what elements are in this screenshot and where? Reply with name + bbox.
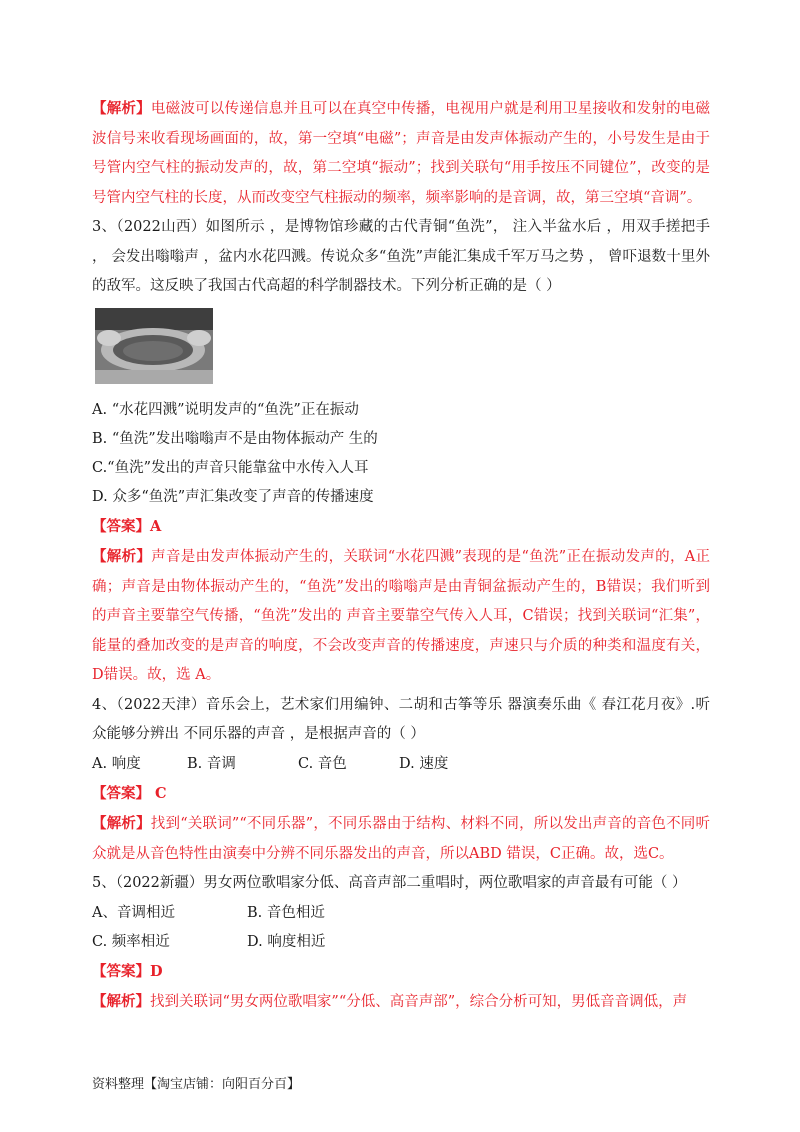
q4-option-d[interactable]: D. 速度 [399,755,449,772]
q5-analysis: 【解析】找到关联词“男女两位歌唱家”“分低、高音声部”，综合分析可知，男低音音调低，声 [92,993,688,1010]
q5-option-c[interactable]: C. 频率相近 [92,933,170,950]
q5-options-row1 [92,899,710,928]
q4-options [92,750,710,779]
q3-option-c[interactable]: C.“鱼洗”发出的声音只能靠盆中水传入人耳 [92,459,369,476]
q5-option-b[interactable]: B. 音色相近 [247,904,325,921]
q2-analysis: 【解析】电磁波可以传递信息并且可以在真空中传播，电视用户就是利用卫星接收和发射的电磁波信号来收看现场画面的，故，第一空填“电磁”；声音是由发声体振动产生的，小号发生是由于号管内空气柱的振动发声的，故，第二空填“振动”；找到关联句“用手按压不同键位”，改变的是号管内空气柱的长度，从而改变空气柱振动的频率，频率影响的是音调，故，第三空填“音调”。 [92,100,711,206]
q4-stem: 4、（2022天津）音乐会上，艺术家们用编钟、二胡和古筝等乐 器演奏乐曲《 春江花月夜》.听众能够分辨出 不同乐器的声音 ，是根据声音的（ ） [92,696,710,742]
q5-stem: 5、（2022新疆）男女两位歌唱家分低、高音声部二重唱时，两位歌唱家的声音最有可能（ ） [92,875,687,891]
q4-option-b[interactable]: B. 音调 [187,755,236,772]
q5-option-d[interactable]: D. 响度相近 [247,933,326,950]
q3-option-b[interactable]: B. “鱼洗”发出嗡嗡声不是由物体振动产 生的 [92,430,378,447]
fish-basin-photo [95,308,213,384]
q4-answer: 【答案】 C [92,784,167,802]
q4-option-c[interactable]: C. 音色 [298,755,347,772]
q3-analysis: 【解析】声音是由发声体振动产生的，关联词“水花四溅”表现的是“鱼洗”正在振动发声的，A正确；声音是由物体振动产生的，“鱼洗”发出的嗡嗡声是由青铜盆振动产生的，B错误；我们听到的声音主要靠空气传播，“鱼洗”发出的 声音主要靠空气传入人耳，C错误；找到关联词“汇集”，能量的叠加改变的是声音的响度，不会改变声音的传播速度，声速只与介质的种类和温度有关，D错误。故，选 A。 [92,548,710,683]
q3-option-d[interactable]: D. 众多“鱼洗”声汇集改变了声音的传播速度 [92,488,374,505]
page-footer: 资料整理【淘宝店铺：向阳百分百】 [92,1077,301,1092]
q3-options [92,396,710,512]
document-body [92,94,710,1018]
q5-answer: 【答案】D [92,962,163,980]
q5-option-a[interactable]: A、音调相近 [92,904,175,921]
q4-option-a[interactable]: A. 响度 [92,755,141,772]
q5-options-row2 [92,928,710,957]
q3-stem: 3、（2022山西）如图所示 ，是博物馆珍藏的古代青铜“鱼洗”， 注入半盆水后 ，用双手搓把手 ， 会发出嗡嗡声 ，盆内水花四溅。传说众多“鱼洗”声能汇集成千军万马之势 ， 曾吓退数十里外的敌军。这反映了我国古代高超的科学制器技术。下列分析正确的是（ ） [92,219,710,294]
q4-analysis: 【解析】找到“关联词”“不同乐器”，不同乐器由于结构、材料不同，所以发出声音的音色不同听众就是从音色特性由演奏中分辨不同乐器发出的声音，所以ABD 错误，C正确。故，选C。 [92,815,710,862]
q3-answer: 【答案】A [92,517,162,535]
bronze-basin-icon [95,308,213,384]
q3-option-a[interactable]: A. “水花四溅”说明发声的“鱼洗”正在振动 [92,401,359,418]
